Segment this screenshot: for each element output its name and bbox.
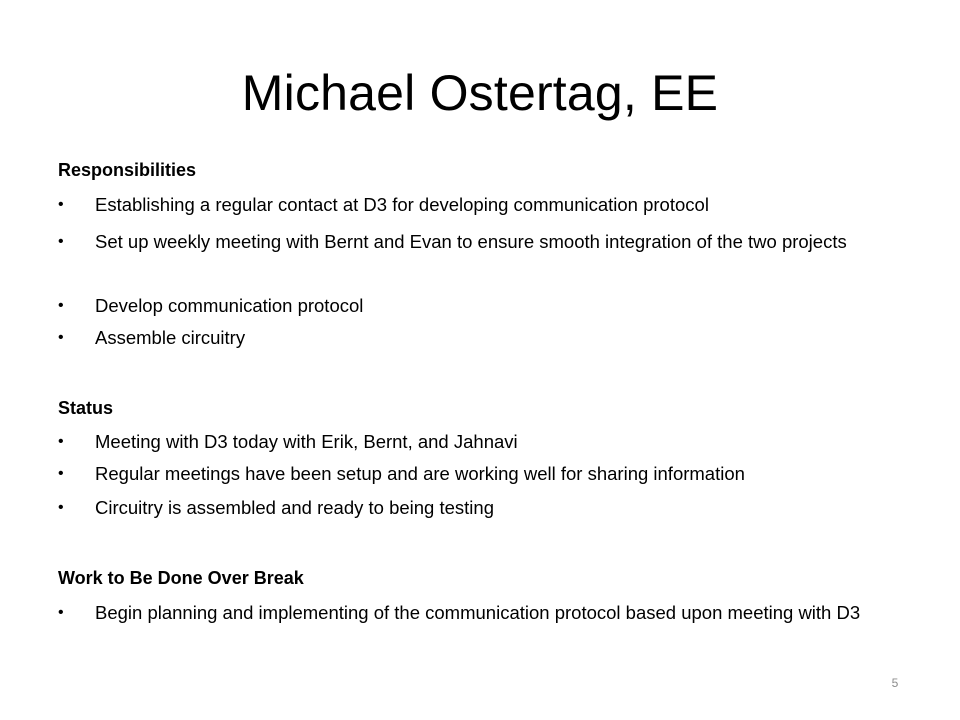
list-item-text: Develop communication protocol [95,295,364,316]
bullet-icon: • [58,465,64,482]
list-item-text: Set up weekly meeting with Bernt and Evan to ensure smooth integration of the two projects [95,231,847,252]
slide-title: Michael Ostertag, EE [241,65,719,121]
section-heading-status: Status [58,398,114,418]
list-item-text: Meeting with D3 today with Erik, Bernt, and Jahnavi [95,431,518,452]
bullet-icon: • [58,499,64,516]
bullet-icon: • [58,433,64,450]
list-item-text: Regular meetings have been setup and are working well for sharing information [95,463,745,484]
list-item-text: Begin planning and implementing of the communication protocol based upon meeting with D3 [95,602,861,623]
list-item [58,600,888,625]
list-item [58,461,888,486]
list-item [58,293,888,318]
list-item [58,325,888,350]
section-heading-responsibilities: Responsibilities [58,160,197,180]
list-item [58,192,888,217]
list-item [58,229,888,254]
bullet-icon: • [58,297,64,314]
list-item-text: Circuitry is assembled and ready to being testing [95,497,494,518]
section-heading-work-over-break: Work to Be Done Over Break [58,568,304,588]
bullet-icon: • [58,604,64,621]
page-number: 5 [891,676,899,690]
list-item [58,495,888,520]
bullet-icon: • [58,329,64,346]
list-item-text: Assemble circuitry [95,327,246,348]
bullet-icon: • [58,196,64,213]
list-item [58,429,888,454]
bullet-icon: • [58,233,64,250]
list-item-text: Establishing a regular contact at D3 for developing communication protocol [95,194,709,215]
